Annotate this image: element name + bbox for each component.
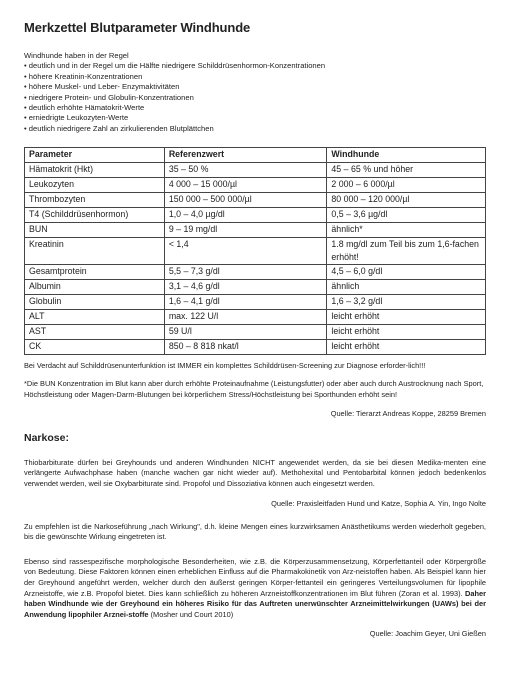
table-row xyxy=(25,280,486,295)
narkose-paragraph-morphology xyxy=(24,557,486,621)
page-title: Merkzettel Blutparameter Windhunde xyxy=(24,20,251,35)
table-cell: 3,1 – 4,6 g/dl xyxy=(164,280,327,295)
table-cell: Globulin xyxy=(25,295,165,310)
table-cell: Kreatinin xyxy=(25,238,165,265)
intro-lead: Windhunde haben in der Regel xyxy=(24,51,129,60)
source-yin-nolte: Quelle: Praxisleitfaden Hund und Katze, Sophia A. Yin, Ingo Nolte xyxy=(271,498,486,508)
table-row xyxy=(25,340,486,355)
table-row xyxy=(25,223,486,238)
table-cell: Leukozyten xyxy=(25,178,165,193)
table-cell: 150 000 – 500 000/µl xyxy=(164,193,327,208)
table-cell: CK xyxy=(25,340,165,355)
table-cell: 80 000 – 120 000/µl xyxy=(327,193,486,208)
narkose-heading: Narkose: xyxy=(24,431,69,444)
table-row xyxy=(25,208,486,223)
table-row xyxy=(25,325,486,340)
source-geyer: Quelle: Joachim Geyer, Uni Gießen xyxy=(369,629,486,639)
intro-section xyxy=(24,51,486,134)
morphology-bold-text: Daher haben Windhunde wie der Greyhound ein höheres Risiko für das Auftreten unerwünschter Arzneimittelwirkungen (UAWs) bei der Anwendung lipophiler Arznei-stoffe xyxy=(24,588,486,619)
table-cell: BUN xyxy=(25,223,165,238)
morphology-citation: (Mosher und Court 2010) xyxy=(148,609,234,619)
intro-bullet: • erniedrigte Leukozyten-Werte xyxy=(24,113,129,123)
column-header-parameter: Parameter xyxy=(25,148,165,163)
table-row xyxy=(25,310,486,325)
source-koppe: Quelle: Tierarzt Andreas Koppe, 28259 Bremen xyxy=(330,408,486,418)
table-cell: 4,5 – 6,0 g/dl xyxy=(327,265,486,280)
table-cell: 1,0 – 4,0 µg/dl xyxy=(164,208,327,223)
table-row xyxy=(25,265,486,280)
thyroid-note: Bei Verdacht auf Schilddrüsenunterfunktion ist IMMER ein komplettes Schilddrüsen-Screening zur Diagnose erforder-lich!!! xyxy=(24,361,426,371)
table-cell: 0,5 – 3,6 µg/dl xyxy=(327,208,486,223)
column-header-reference: Referenzwert xyxy=(164,148,327,163)
table-cell: 45 – 65 % und höher xyxy=(327,163,486,178)
column-header-sighthounds: Windhunde xyxy=(327,148,486,163)
intro-bullet: • deutlich niedrigere Zahl an zirkulierenden Blutplättchen xyxy=(24,123,214,133)
table-cell: Gesamtprotein xyxy=(25,265,165,280)
table-cell: 59 U/l xyxy=(164,325,327,340)
table-row xyxy=(25,178,486,193)
table-cell: 4 000 – 15 000/µl xyxy=(164,178,327,193)
table-cell: Albumin xyxy=(25,280,165,295)
morphology-text: Ebenso sind rassespezifische morphologische Besonderheiten, wie z.B. die Körperzusammensetzung, Körperfettanteil oder Körpergröße von Bedeutung. Diese Faktoren können einen erheblichen Einfluss auf die Pharmakokinetik von Arz-neistoffen haben. Als Beispiel kann hier der Greyhound angeführt werden, welcher durch den äußerst geringen Körper-fettanteil ein geringeres Verteilungsvolumen für lipophile Arzneistoffe, wie z.B. Propofol bietet. Dies kann schließlich zu höheren Arzneistoffkonzentrationen im Blut führen (Zoran et al. 1993). xyxy=(24,556,486,598)
table-cell: ähnlich xyxy=(327,280,486,295)
table-cell: 850 – 8 818 nkat/l xyxy=(164,340,327,355)
table-cell: 1,6 – 4,1 g/dl xyxy=(164,295,327,310)
table-cell: 2 000 – 6 000/µl xyxy=(327,178,486,193)
intro-bullet: • höhere Muskel- und Leber- Enzymaktivitäten xyxy=(24,82,180,92)
table-cell: 1,6 – 3,2 g/dl xyxy=(327,295,486,310)
table-cell: < 1,4 xyxy=(164,238,327,265)
table-cell: ALT xyxy=(25,310,165,325)
table-cell: Thrombozyten xyxy=(25,193,165,208)
narkose-paragraph-dosing: Zu empfehlen ist die Narkoseführung „nach Wirkung", d.h. kleine Mengen eines kurzwirksamen Anästhetikums werden wiederholt gegeben, bis die gewünschte Wirkung eingetreten ist. xyxy=(24,521,486,542)
table-cell: AST xyxy=(25,325,165,340)
intro-bullet: • deutlich erhöhte Hämatokrit-Werte xyxy=(24,103,145,113)
intro-bullet: • höhere Kreatinin-Konzentrationen xyxy=(24,71,143,81)
bun-footnote: *Die BUN Konzentration im Blut kann aber durch erhöhte Proteinaufnahme (Leistungsfutter) oder aber auch durch Austrocknung nach Sport, Höchstleistung oder Magen-Darm-Blutungen bei körperlichem Stress/Höchstleistung bei Sporthunden erhöht sein! xyxy=(24,379,484,399)
table-cell: Hämatokrit (Hkt) xyxy=(25,163,165,178)
table-cell: ähnlich* xyxy=(327,223,486,238)
table-cell: leicht erhöht xyxy=(327,340,486,355)
table-row xyxy=(25,193,486,208)
table-cell: 35 – 50 % xyxy=(164,163,327,178)
table-row xyxy=(25,238,486,265)
table-cell: T4 (Schilddrüsenhormon) xyxy=(25,208,165,223)
table-row xyxy=(25,163,486,178)
intro-bullet: • niedrigere Protein- und Globulin-Konzentrationen xyxy=(24,92,194,102)
narkose-paragraph-thiobarbiturates: Thiobarbiturate dürfen bei Greyhounds und anderen Windhunden NICHT angewendet werden, da sie bei diesen Medika-menten eine verlängerte Aufwachphase haben (manche wachen gar nicht wieder auf). Methohexital und Pentobarbital können jedoch bedenkenlos verwendet werden, weil sie Oxybarbiturate sind. Propofol und Dissoziativa können auch eingesetzt werden. xyxy=(24,457,486,489)
table-cell: 9 – 19 mg/dl xyxy=(164,223,327,238)
table-cell: leicht erhöht xyxy=(327,310,486,325)
table-cell: max. 122 U/l xyxy=(164,310,327,325)
table-cell: 1.8 mg/dl zum Teil bis zum 1,6-fachen erhöht! xyxy=(327,238,486,265)
blood-parameter-table xyxy=(24,147,486,355)
table-cell: 5,5 – 7,3 g/dl xyxy=(164,265,327,280)
table-cell: leicht erhöht xyxy=(327,325,486,340)
table-header-row xyxy=(25,148,486,163)
intro-bullet: • deutlich und in der Regel um die Hälfte niedrigere Schilddrüsenhormon-Konzentrationen xyxy=(24,61,326,71)
table-row xyxy=(25,295,486,310)
